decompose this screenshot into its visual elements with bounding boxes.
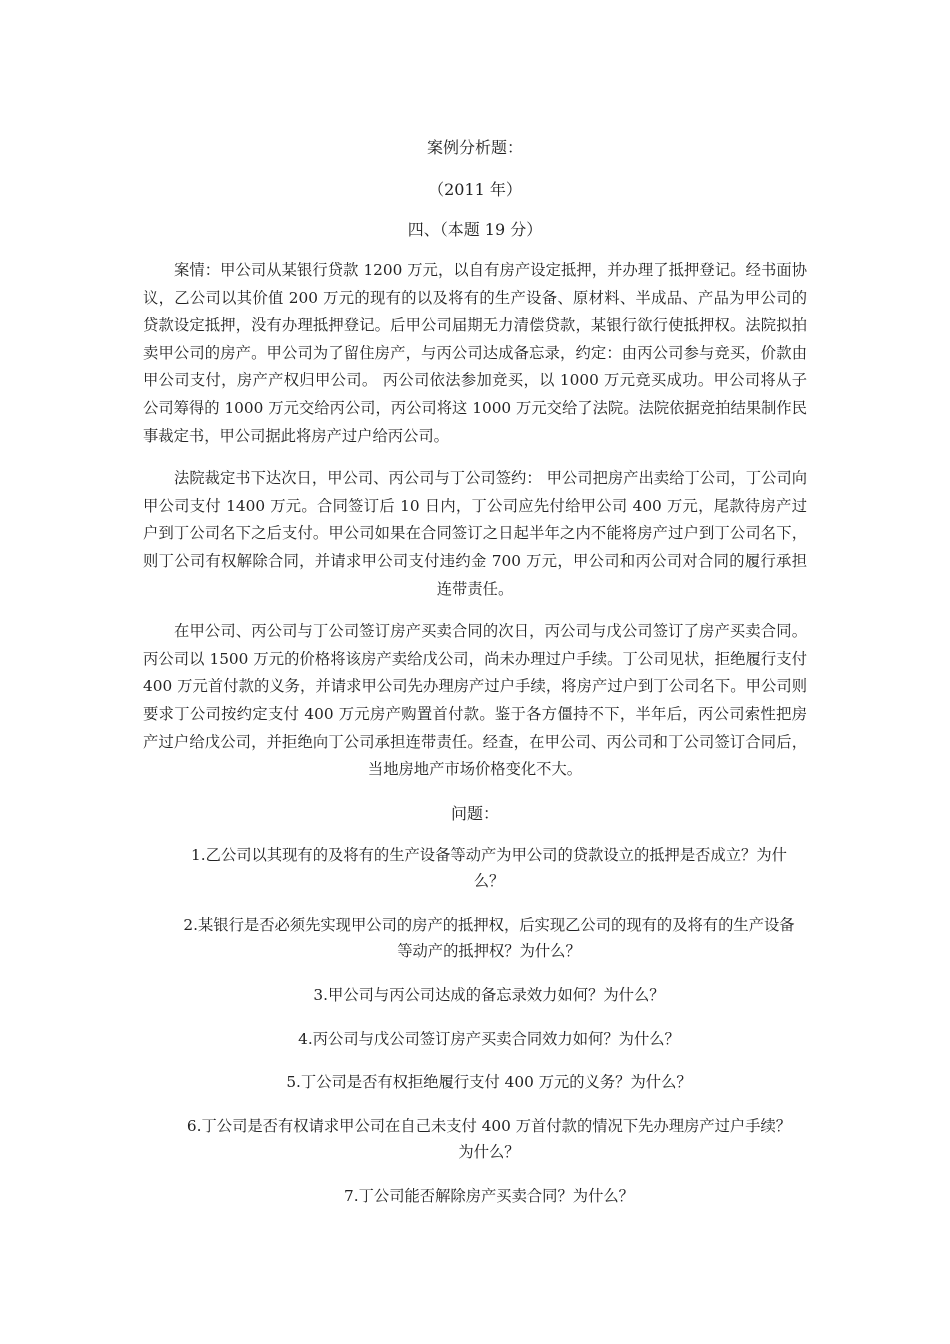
question-1: 1.乙公司以其现有的及将有的生产设备等动产为甲公司的贷款设立的抵押是否成立？为什么？ [191,845,787,890]
question-6: 6.丁公司是否有权请求甲公司在自己未支付 400 万首付款的情况下先办理房产过户手续？为什么？ [186,1116,792,1161]
question-4: 4.丙公司与戊公司签订房产买卖合同效力如何？为什么？ [298,1029,680,1048]
question-7: 7.丁公司能否解除房产买卖合同？为什么？ [344,1186,634,1205]
case-paragraph-2: 法院裁定书下达次日，甲公司、丙公司与丁公司签约： 甲公司把房产出卖给丁公司，丁公司向甲公司支付 1400 万元。合同签订后 10 日内，丁公司应先付给甲公司 400 万元，尾款待房产过户到丁公司名下之后支付。甲公司如果在合同签订之日起半年之内不能将房产过户到丁公司名下，则丁公司有权解除合同，并请求甲公司支付违约金 700 万元，甲公司和丙公司对合同的履行承担连带责任。 [143,469,807,598]
section-heading: 四、（本题 19 分） [407,220,543,239]
case-paragraph-1: 案情：甲公司从某银行贷款 1200 万元，以自有房产设定抵押，并办理了抵押登记。经书面协议，乙公司以其价值 200 万元的现有的以及将有的生产设备、原材料、半成品、产品为甲公司的贷款设定抵押，没有办理抵押登记。后甲公司届期无力清偿贷款，某银行欲行使抵押权。法院拟拍卖甲公司的房产。甲公司为了留住房产，与丙公司达成备忘录，约定：由丙公司参与竞买，价款由甲公司支付，房产产权归甲公司。 丙公司依法参加竞买，以 1000 万元竞买成功。甲公司将从子公司筹得的 1000 万元交给丙公司，丙公司将这 1000 万元交给了法院。法院依据竞拍结果制作民事裁定书，甲公司据此将房产过户给丙公司。 [143,261,807,445]
question-3: 3.甲公司与丙公司达成的备忘录效力如何？为什么？ [313,985,665,1004]
questions-heading: 问题： [450,803,499,823]
question-5: 5.丁公司是否有权拒绝履行支付 400 万元的义务？为什么？ [286,1072,692,1091]
document-body [143,128,807,1209]
question-2: 2.某银行是否必须先实现甲公司的房产的抵押权，后实现乙公司的现有的及将有的生产设备等动产的抵押权？为什么？ [183,915,795,960]
document-year: （2011 年） [428,180,522,199]
document-title: 案例分析题： [426,138,523,157]
case-paragraph-3: 在甲公司、丙公司与丁公司签订房产买卖合同的次日，丙公司与戊公司签订了房产买卖合同。丙公司以 1500 万元的价格将该房产卖给戊公司，尚未办理过户手续。丁公司见状，拒绝履行支付 400 万元首付款的义务，并请求甲公司先办理房产过户手续，将房产过户到丁公司名下。甲公司则要求丁公司按约定支付 400 万元房产购置首付款。鉴于各方僵持不下，半年后，丙公司索性把房产过户给戊公司，并拒绝向丁公司承担连带责任。经查，在甲公司、丙公司和丁公司签订合同后，当地房地产市场价格变化不大。 [143,622,807,779]
